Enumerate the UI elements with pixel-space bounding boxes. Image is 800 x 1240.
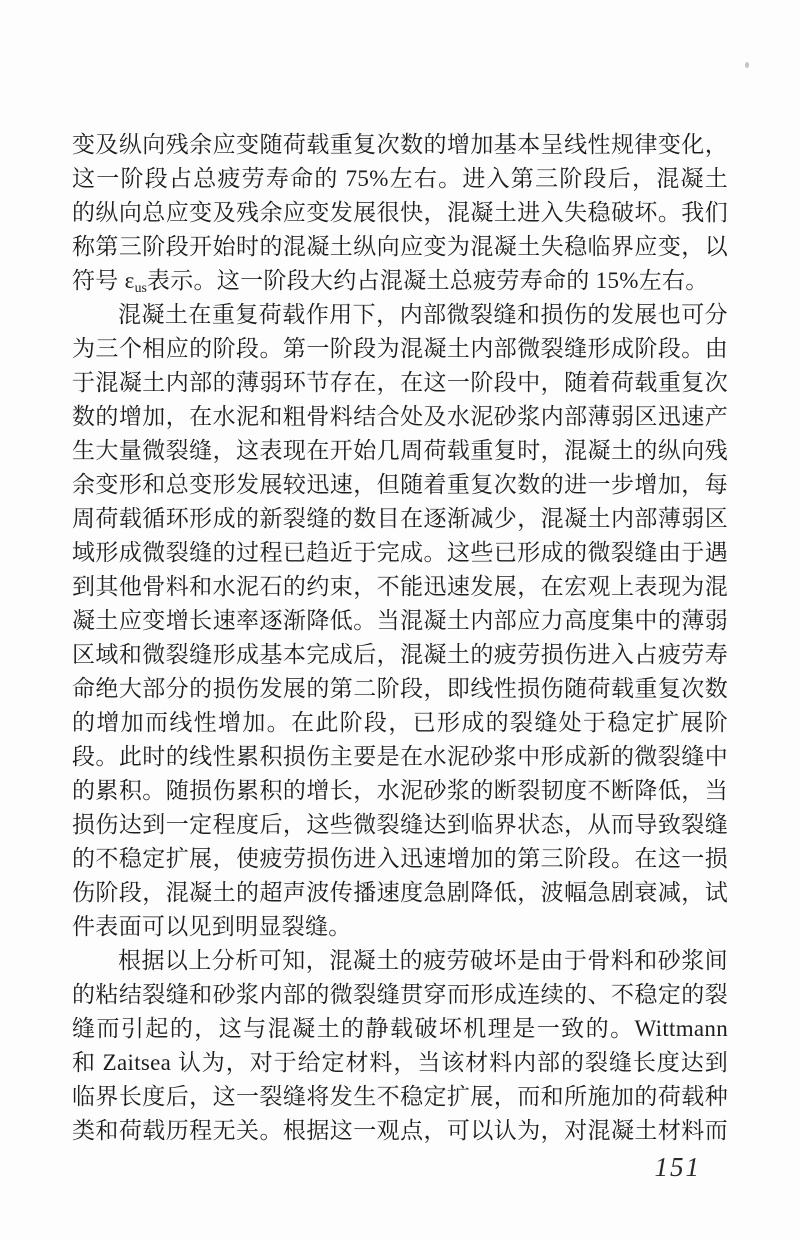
text-line: 根据以上分析可知，混凝土的疲劳破坏是由于骨料和砂浆间 — [118, 948, 728, 973]
text-line: 数的增加，在水泥和粗骨料结合处及水泥砂浆内部薄弱区迅速产 — [72, 404, 728, 429]
text-line: 的不稳定扩展，使疲劳损伤进入迅速增加的第三阶段。在这一损 — [72, 846, 728, 871]
text-line: 生大量微裂缝，这表现在开始几周荷载重复时，混凝土的纵向残 — [72, 438, 728, 463]
text-line: 件表面可以见到明显裂缝。 — [72, 914, 352, 939]
text-line: 于混凝土内部的薄弱环节存在，在这一阶段中，随着荷载重复次 — [72, 370, 728, 395]
text-line: 到其他骨料和水泥石的约束，不能迅速发展，在宏观上表现为混 — [72, 574, 728, 599]
text-line: 余变形和总变形发展较迅速，但随着重复次数的进一步增加，每 — [72, 472, 728, 497]
text-line: 凝土应变增长速率逐渐降低。当混凝土内部应力高度集中的薄弱 — [72, 608, 728, 633]
text-line: 临界长度后，这一裂缝将发生不稳定扩展，而和所施加的荷载种 — [72, 1084, 728, 1109]
text-line: 伤阶段，混凝土的超声波传播速度急剧降低，波幅急剧衰减，试 — [72, 880, 728, 905]
text-line: 段。此时的线性累积损伤主要是在水泥砂浆中形成新的微裂缝中 — [72, 744, 728, 769]
text-line: 的增加而线性增加。在此阶段，已形成的裂缝处于稳定扩展阶 — [72, 710, 728, 735]
text-line: 变及纵向残余应变随荷载重复次数的增加基本呈线性规律变化， — [72, 132, 728, 157]
text-line: 缝而引起的，这与混凝土的静载破坏机理是一致的。Wittmann — [72, 1016, 728, 1041]
formula-post: 表示。这一阶段大约占混凝土总疲劳寿命的 15%左右。 — [146, 268, 709, 293]
text-block — [72, 128, 728, 1148]
formula-pre: 符号 ε — [72, 268, 135, 293]
text-line: 这一阶段占总疲劳寿命的 75%左右。进入第三阶段后，混凝土 — [72, 166, 728, 191]
text-line: 的纵向总应变及残余应变发展很快，混凝土进入失稳破坏。我们 — [72, 200, 728, 225]
text-line: 类和荷载历程无关。根据这一观点，可以认为，对混凝土材料而 — [72, 1118, 728, 1143]
text-line: 命绝大部分的损伤发展的第二阶段，即线性损伤随荷载重复次数 — [72, 676, 728, 701]
text-line: 周荷载循环形成的新裂缝的数目在逐渐减少，混凝土内部薄弱区 — [72, 506, 728, 531]
epsilon-subscript: us — [134, 279, 147, 295]
text-line: 域形成微裂缝的过程已趋近于完成。这些已形成的微裂缝由于遇 — [72, 540, 728, 565]
text-line: 称第三阶段开始时的混凝土纵向应变为混凝土失稳临界应变，以 — [72, 234, 728, 259]
text-line: 损伤达到一定程度后，这些微裂缝达到临界状态，从而导致裂缝 — [72, 812, 728, 837]
text-line: 区域和微裂缝形成基本完成后，混凝土的疲劳损伤进入占疲劳寿 — [72, 642, 728, 667]
page-number: 151 — [654, 1152, 701, 1182]
text-line: 为三个相应的阶段。第一阶段为混凝土内部微裂缝形成阶段。由 — [72, 336, 728, 361]
text-line-formula — [72, 264, 728, 298]
text-line: 混凝土在重复荷载作用下，内部微裂缝和损伤的发展也可分 — [118, 302, 728, 327]
text-line: 的粘结裂缝和砂浆内部的微裂缝贯穿而形成连续的、不稳定的裂 — [72, 982, 728, 1007]
text-line: 的累积。随损伤累积的增长，水泥砂浆的断裂韧度不断降低，当 — [72, 778, 728, 803]
scan-speck — [745, 62, 749, 68]
text-line: 和 Zaitsea 认为，对于给定材料，当该材料内部的裂缝长度达到 — [72, 1050, 728, 1075]
paragraph-1 — [72, 128, 728, 298]
paragraph-2 — [72, 298, 728, 944]
paragraph-3 — [72, 944, 728, 1148]
